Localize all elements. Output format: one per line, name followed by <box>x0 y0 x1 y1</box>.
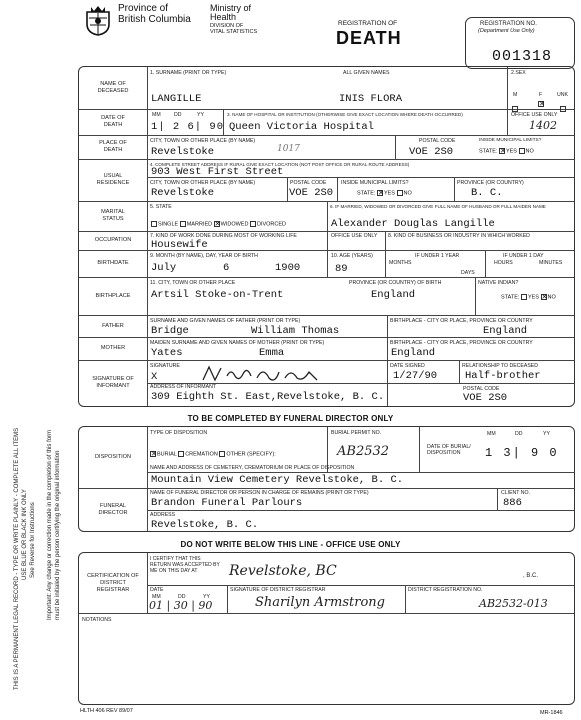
sex-f-label: F <box>539 92 543 98</box>
residence-city-label: CITY, TOWN OR OTHER PLACE (BY NAME) <box>150 180 256 186</box>
registration-number: 001318 <box>492 48 553 65</box>
registration-of-label: REGISTRATION OF <box>338 20 398 27</box>
residence-postal-label: POSTAL CODE <box>290 180 327 186</box>
registrar-signature: Sharilyn Armstrong <box>255 595 385 610</box>
district-regno-label: DISTRICT REGISTRATION NO. <box>408 587 483 593</box>
division-name: DIVISION OF VITAL STATISTICS <box>210 23 258 35</box>
death-city-code: 1017 <box>277 144 300 154</box>
hospital-name[interactable]: Queen Victoria Hospital <box>229 121 374 133</box>
cemetery-address-label: NAME AND ADDRESS OF CEMETERY, CREMATORIUM OR PLACE OF DISPOSITION <box>150 465 355 471</box>
disposition-type-options[interactable]: ✕BURIAL CREMATION OTHER (SPECIFY): <box>151 451 276 458</box>
birthplace-city[interactable]: Artsil Stoke-on-Trent <box>151 289 284 301</box>
side-instructions-2: Important: Any change or correction made in the completion of this form must be initialed by the person certifying the original information <box>47 429 61 620</box>
father-name-label: SURNAME AND GIVEN NAMES OF FATHER (PRINT OR TYPE) <box>150 318 301 324</box>
father-given-names[interactable]: William Thomas <box>251 325 340 337</box>
mother-name-label: MAIDEN SURNAME AND GIVEN NAMES OF MOTHER (PRINT OR TYPE) <box>150 340 325 346</box>
death-inside-limits[interactable]: STATE: ✕YES NO <box>479 148 534 155</box>
form-title-death: DEATH <box>336 28 402 48</box>
name-of-deceased-label: NAME OF DECEASED <box>97 81 129 94</box>
under-year-label: IF UNDER 1 YEAR <box>415 253 460 259</box>
informant-address-label: ADDRESS OF INFORMANT <box>150 384 216 390</box>
native-indian-label: NATIVE INDIAN? <box>478 280 519 286</box>
birthdate-label: BIRTHDATE <box>97 260 129 266</box>
disposition-date-label: DATE OF BURIAL/ DISPOSITION <box>427 444 471 456</box>
death-inside-limits-label: INSIDE MUNICIPAL LIMITS? <box>479 138 542 143</box>
office-section <box>78 552 575 705</box>
residence-province-label: PROVINCE (OR COUNTRY) <box>457 180 524 186</box>
residence-inside-limits-label: INSIDE MUNICIPAL LIMITS? <box>341 180 409 186</box>
marital-status-options[interactable]: SINGLE MARRIED ✕WIDOWED DIVORCED <box>151 221 286 227</box>
surname-label: 1. SURNAME (PRINT OR TYPE) <box>150 70 227 76</box>
mother-given-names[interactable]: Emma <box>259 347 285 359</box>
disposition-type-label: TYPE OF DISPOSITION <box>150 430 208 436</box>
deceased-section <box>78 66 575 407</box>
sex-unk-checkbox[interactable] <box>560 100 567 118</box>
occupation-kind-label: 7. KIND OF WORK DONE DURING MOST OF WORKING LIFE <box>150 233 297 239</box>
date-of-death[interactable]: 1| 2 6| 90 <box>151 121 225 133</box>
occupation-label: OCCUPATION <box>94 237 132 243</box>
cert-dd-label: DD <box>178 594 186 600</box>
place-of-death-label: PLACE OF DEATH <box>99 140 127 153</box>
birthplace-label: BIRTHPLACE <box>95 292 131 299</box>
birth-year[interactable]: 1900 <box>275 262 301 274</box>
disposition-date[interactable]: 1 3| 9 0 <box>485 446 559 460</box>
funeral-director-label: FUNERAL DIRECTOR <box>98 502 128 516</box>
mother-birthplace-label: BIRTHPLACE - CITY OR PLACE, PROVINCE OR COUNTRY <box>390 340 533 346</box>
father-surname[interactable]: Bridge <box>151 325 189 337</box>
certification-place[interactable]: Revelstoke, BC <box>229 563 337 579</box>
usual-residence-label: USUAL RESIDENCE <box>96 173 130 186</box>
client-number-label: CLIENT NO. <box>501 490 531 496</box>
disposition-dd-label: DD <box>515 431 523 437</box>
birthplace-city-label: 11. CITY, TOWN OR OTHER PLACE <box>150 280 236 286</box>
form-code: HLTH 406 REV 89/07 <box>80 708 133 714</box>
certification-date[interactable]: 01 | 30 | 90 <box>149 599 213 612</box>
date-of-death-label: DATE OF DEATH <box>101 115 125 128</box>
sex-unk-label: UNK <box>557 92 568 98</box>
notations-label: NOTATIONS <box>82 617 112 623</box>
disposition-mm-label: MM <box>487 431 496 437</box>
certification-label: CERTIFICATION OF DISTRICT REGISTRAR <box>87 572 139 593</box>
given-names-label: ALL GIVEN NAMES <box>343 70 390 76</box>
client-number[interactable]: 886 <box>503 497 522 509</box>
side-instructions-1: THIS IS A PERMANENT LEGAL RECORD - TYPE OR WRITE PLAINLY - COMPLETE ALL ITEMS USE BLUE OR BLACK INK ONLY See Reverse for Instructions <box>14 427 36 690</box>
native-indian-options[interactable]: STATE: YES ✕NO <box>501 294 556 301</box>
relationship-label: RELATIONSHIP TO DECEASED <box>462 363 539 369</box>
cert-date-label: DATE <box>150 587 164 593</box>
marital-state-label: 5. STATE <box>150 204 172 210</box>
mother-birthplace[interactable]: England <box>391 347 436 359</box>
funeral-address[interactable]: Revelstoke, B. C. <box>151 519 259 531</box>
death-city[interactable]: Revelstoke <box>151 146 215 158</box>
disposition-label: DISPOSITION <box>94 454 132 460</box>
mother-surname[interactable]: Yates <box>151 347 183 359</box>
funeral-director-section-title: TO BE COMPLETED BY FUNERAL DIRECTOR ONLY <box>187 414 394 423</box>
death-postal-code[interactable]: VOE 2S0 <box>409 146 454 158</box>
death-dd-label: DD <box>174 112 182 118</box>
deceased-given-names[interactable]: INIS FLORA <box>339 93 403 105</box>
cert-mm-label: MM <box>152 594 161 600</box>
business-label: 8. KIND OF BUSINESS OR INDUSTRY IN WHICH WORKED <box>388 233 530 239</box>
birthplace-province[interactable]: England <box>371 289 416 301</box>
date-signed-label: DATE SIGNED <box>390 363 425 369</box>
signature-of-informant-label: SIGNATURE OF INFORMANT <box>92 376 134 389</box>
residence-province[interactable]: B. C. <box>471 187 503 199</box>
informant-postal-code[interactable]: VOE 2S0 <box>463 392 508 404</box>
under-day-label: IF UNDER 1 DAY <box>503 253 544 259</box>
funeral-section <box>78 426 575 532</box>
months-label: MONTHS <box>389 260 412 266</box>
burial-permit-label: BURIAL PERMIT NO. <box>331 430 382 436</box>
date-signed[interactable]: 1/27/90 <box>393 370 438 382</box>
father-birthplace[interactable]: England <box>483 325 528 337</box>
relationship[interactable]: Half-brother <box>465 370 541 382</box>
burial-permit-number[interactable]: AB2532 <box>337 444 390 459</box>
informant-address[interactable]: 309 Eighth St. East,Revelstoke, B. C. <box>151 391 385 403</box>
residence-address-label: 4. COMPLETE STREET ADDRESS IF RURAL GIVE EXACT LOCATION (NOT POST OFFICE OR RURAL ROUTE ADDRESS) <box>150 162 410 167</box>
funeral-director-name[interactable]: Brandon Funeral Parlours <box>151 497 303 509</box>
spouse-label: 6. IF MARRIED, WIDOWED OR DIVORCED GIVE FULL NAME OF HUSBAND OR FULL MAIDEN NAME <box>330 204 546 209</box>
age-years[interactable]: 89 <box>335 263 348 275</box>
hours-label: HOURS <box>494 260 513 266</box>
marital-status-label: MARITAL STATUS <box>101 209 125 222</box>
residence-inside-limits[interactable]: STATE: ✕YES NO <box>357 190 412 197</box>
sex-f-checkbox[interactable]: ✕ <box>539 100 545 108</box>
death-yy-label: YY <box>197 112 204 118</box>
office-use-label: OFFICE USE ONLY <box>511 112 558 118</box>
informant-postal-label: POSTAL CODE <box>463 386 500 392</box>
spouse-name[interactable]: Alexander Douglas Langille <box>331 218 495 230</box>
days-label: DAYS <box>461 270 475 276</box>
residence-address[interactable]: 903 West First Street <box>151 166 284 178</box>
occupation-office-label: OFFICE USE ONLY <box>331 233 378 239</box>
office-use-section-title: DO NOT WRITE BELOW THIS LINE - OFFICE USE ONLY <box>180 540 401 549</box>
bc-label: , B.C. <box>523 573 539 579</box>
district-regno[interactable]: AB2532-013 <box>479 597 548 610</box>
death-postal-label: POSTAL CODE <box>419 138 456 144</box>
minutes-label: MINUTES <box>539 260 563 266</box>
father-label: FATHER <box>102 322 124 329</box>
birth-month[interactable]: July <box>151 262 177 274</box>
mother-label: MOTHER <box>100 345 126 351</box>
residence-city[interactable]: Revelstoke <box>151 187 215 199</box>
birth-day[interactable]: 6 <box>223 262 230 274</box>
deceased-surname[interactable]: LANGILLE <box>151 93 202 105</box>
sex-label: 2.SEX <box>511 70 526 76</box>
sex-m-label: M <box>513 92 518 98</box>
age-label: 10. AGE (YEARS) <box>331 253 373 259</box>
hospital-label: 3. NAME OF HOSPITAL OR INSTITUTION (OTHERWISE GIVE EXACT LOCATION WHERE DEATH OCCURRED) <box>227 112 463 117</box>
birthplace-province-label: PROVINCE (OR COUNTRY) OF BIRTH <box>349 280 442 286</box>
occupation-kind[interactable]: Housewife <box>151 239 208 251</box>
registration-number-box: REGISTRATION NO. (Department Use Only) 001318 <box>465 17 575 69</box>
cert-yy-label: YY <box>203 594 210 600</box>
certify-text: I CERTIFY THAT THIS RETURN WAS ACCEPTED BY ME ON THIS DAY AT <box>150 556 220 574</box>
disposition-yy-label: YY <box>543 431 550 437</box>
funeral-address-label: ADDRESS <box>150 512 176 518</box>
bc-crest-logo <box>84 4 112 36</box>
office-use-code: 1402 <box>529 119 557 132</box>
informant-x-mark: X <box>151 371 158 383</box>
birth-date-label: 9. MONTH (BY NAME), DAY, YEAR OF BIRTH <box>150 253 258 259</box>
funeral-director-name-label: NAME OF FUNERAL DIRECTOR OR PERSON IN CHARGE OF REMAINS (PRINT OR TYPE) <box>150 490 369 496</box>
informant-signature-label: SIGNATURE <box>150 363 180 369</box>
registrar-signature-label: SIGNATURE OF DISTRICT REGISTRAR <box>230 587 326 593</box>
father-birthplace-label: BIRTHPLACE - CITY OR PLACE, PROVINCE OR COUNTRY <box>390 318 533 324</box>
form-reference: MR-1846 <box>540 710 563 716</box>
death-city-label: CITY, TOWN OR OTHER PLACE (BY NAME) <box>150 138 256 144</box>
province-name: Province of British Columbia <box>118 3 191 25</box>
ministry-name: Ministry of Health <box>210 3 252 22</box>
informant-signature <box>199 364 349 389</box>
death-mm-label: MM <box>152 112 161 118</box>
cemetery-address[interactable]: Mountain View Cemetery Revelstoke, B. C. <box>151 474 404 486</box>
residence-postal-code[interactable]: VOE 2S0 <box>289 187 334 199</box>
